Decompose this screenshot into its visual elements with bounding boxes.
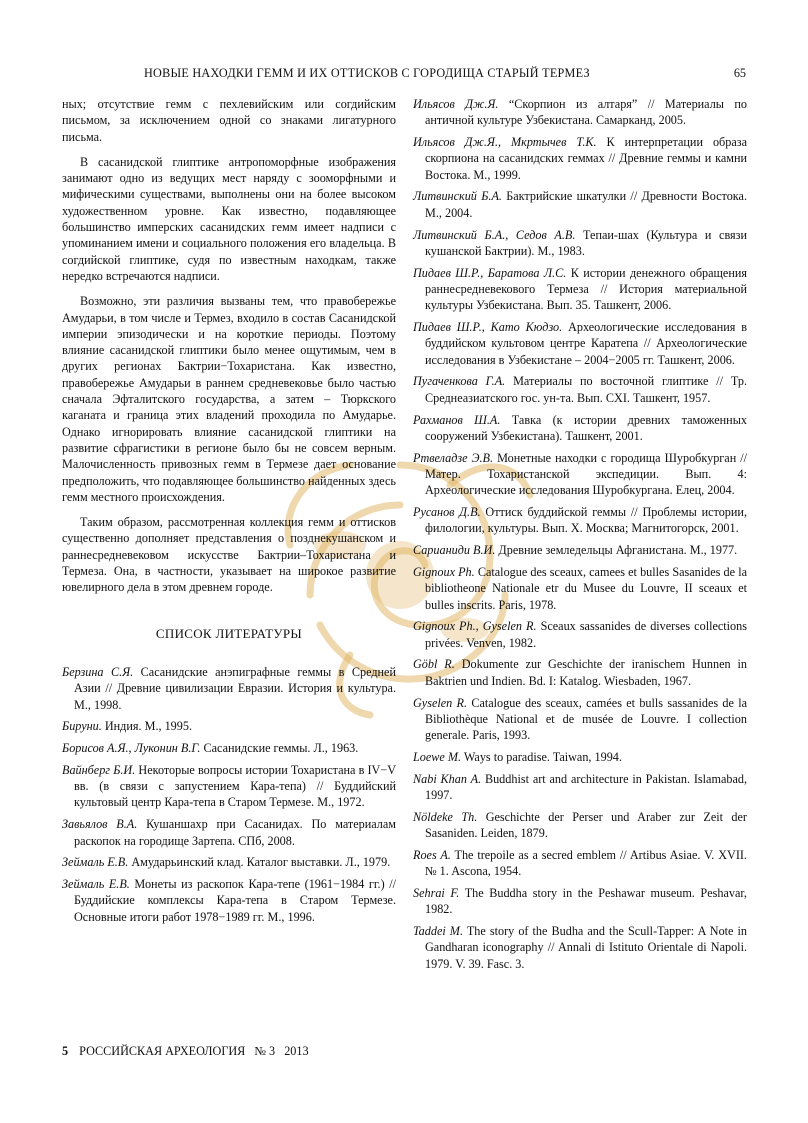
reference-text: The Buddha story in the Peshawar museum. Peshavar, 1982. [425,885,747,917]
reference-item [62,718,396,734]
reference-text: Некоторые вопросы истории Тохаристана в IV−V вв. (в связи с запустением Кара-тепа) // Буддийский культовый центр Кара-тепа в Старом Термезе. М., 1972. [74,762,396,810]
reference-item [413,618,747,651]
reference-author: Литвинский Б.А., Седов А.В. [413,227,576,242]
reference-list [62,664,396,925]
reference-author: Nabi Khan A. [413,771,482,786]
reference-text: Оттиск буддийской геммы // Проблемы истории, филологии, культуры. Вып. X. Москва; Магнитогорск, 2001. [425,505,747,536]
reference-text: The trepoile as a secred emblem // Artibus Asiae. V. XVII. № 1. Ascona, 1954. [425,847,747,879]
reference-text: Тавка (к истории древних таможенных сооружений Узбекистана). Ташкент, 2001. [425,412,747,443]
reference-item [413,809,747,842]
reference-item [413,749,747,765]
reference-item [413,319,747,368]
reference-text: Древние земледельцы Афганистана. М., 1977. [495,543,738,558]
journal-name: РОССИЙСКАЯ АРХЕОЛОГИЯ [79,1044,246,1058]
reference-item [413,227,747,260]
reference-text: Ways to paradise. Taiwan, 1994. [461,749,622,764]
reference-author: Зеймаль Е.В. [62,877,130,892]
reference-item [413,96,747,129]
reference-item [413,695,747,744]
reference-text: “Скорпион из алтаря” // Материалы по античной культуре Узбекистана. Самарканд, 2005. [425,97,748,128]
reference-item [62,664,396,713]
reference-text: Catalogue des sceaux, camees et bulles Sasanides de la bibliotheone Nationale etr du Musee du Louvre, II sceaux et bulles inscrits. Paris, 1978. [425,564,747,612]
reference-text: К интерпретации образа скорпиона на сасанидских геммах // Древние геммы и камни Востока. М., 1999. [425,135,747,182]
reference-item [413,450,747,499]
reference-author: Nöldeke Th. [413,809,478,824]
reference-item [62,740,396,756]
reference-item [413,504,747,537]
reference-author: Пугаченкова Г.А. [413,374,506,389]
reference-text: Buddhist art and architecture in Pakistan. Islamabad, 1997. [425,771,747,802]
reference-author: Ильясов Дж.Я., Мкртычев Т.К. [413,135,597,150]
reference-item [413,885,747,918]
body-paragraph: Таким образом, рассмотренная коллекция гемм и оттисков существенно дополняет представления о позднекушанском и раннесредневековом искусстве Бактрии–Тохаристана и Термеза. Она, в частности, указывает на широкое развитие ювелирного дела в этом древнем городе. [62,515,396,595]
running-header [62,66,746,82]
reference-author: Loewe M. [413,749,462,764]
reference-text: Бактрийские шкатулки // Древности Востока. М., 2004. [425,189,747,220]
reference-author: Göbl R. [413,657,455,672]
page-footer [62,1044,315,1059]
reference-text: Сасанидские анэпиграфные геммы в Средней Азии // Древние цивилизации Евразии. История и культура. М., 1998. [74,664,396,712]
running-title: НОВЫЕ НАХОДКИ ГЕММ И ИХ ОТТИСКОВ С ГОРОДИЩА СТАРЫЙ ТЕРМЕЗ [144,66,590,80]
reference-author: Литвинский Б.А. [413,189,502,204]
body-paragraph: Возможно, эти различия вызваны тем, что правобережье Амударьи, в том числе и Термез, входило в состав Сасанидской империи эпизодически и на короткие периоды. Поэтому влияние сасанидской глиптики было менее ощутимым, чем в других регионах Бактрии−Тохаристана. Как известно, правобережье Амударьи в раннем средневековье было частью сначала Эфталитского государства, а затем – Тюркского каганата и граница этих владений проходила по Амударье. Однако игнорировать влияние сасанидской глиптики на развитие сфрагистики в регионе было бы не совсем верным. Малочисленность привозных гемм в Термезе дает основание предположить, что подавляющее большинство найденных здесь гемм местного происхождения. [62,294,396,504]
issue-number: № 3 [254,1044,276,1058]
reference-text: Тепаи-шах (Культура и связи кушанской Бактрии). М., 1983. [425,227,747,258]
reference-author: Sehrai F. [413,885,460,900]
reference-text: Сасанидские геммы. Л., 1963. [200,741,359,756]
reference-author: Зеймаль Е.В. [62,855,129,870]
reference-item [413,923,747,972]
reference-text: Амударьинский клад. Каталог выставки. Л., 1979. [128,855,391,870]
reference-text: Монетные находки с городища Шуробкурган // Матер. Тохаристанской экспедиции. Вып. 4: Археологические исследования Шуробкургана. Елец, 2004. [425,450,748,498]
reference-text: Индия. М., 1995. [101,719,193,734]
reference-text: The story of the Budha and the Scull-Tapper: A Note in Gandharan iconography // Annali di Istituto Orientale di Napoli. 1979. V. 39. Fasc. 3. [425,924,748,971]
body-paragraph: В сасанидской глиптике антропоморфные изображения занимают одно из ведущих мест наряду с зооморфными и мифическими существами, выполнены они на более высоком художественном уровне. Как известно, подавляющее большинство имперских сасанидских гемм имеет надписи с упоминанием имени и социального положения его владельца. В согдийской глиптике, судя по известным находкам, также нередко встречаются надписи. [62,154,396,283]
issue-year: 2013 [284,1044,309,1058]
reference-author: Ильясов Дж.Я. [413,97,499,111]
reference-text: Catalogue des sceaux, camées et bulls sassanides de la Bibliothèque National et de musée de Louvre. I collection generale. Paris, 1993. [425,695,747,743]
reference-text: Материалы по восточной глиптике // Тр. Среднеазиатского гос. ун-та. Вып. CXI. Ташкент, 1957. [425,374,747,405]
reference-item [62,816,396,849]
reference-item [413,188,747,221]
reference-author: Taddei M. [413,924,464,939]
reference-text: Кушаншахр при Сасанидах. По материалам раскопок на городище Зартепа. СПб, 2008. [74,817,396,848]
reference-author: Борисов А.Я., Луконин В.Г. [62,741,201,756]
reference-item [62,854,396,870]
reference-item [62,876,396,925]
references-heading: СПИСОК ЛИТЕРАТУРЫ [155,625,303,641]
right-column [413,96,747,977]
reference-author: Бируни. [62,719,102,734]
reference-text: К истории денежного обращения раннесредневекового Термеза // История материальной культуры Узбекистана. Вып. 35. Ташкент, 2006. [425,265,747,313]
reference-item [413,564,747,613]
reference-item [413,373,747,406]
reference-item [413,134,747,183]
body-paragraph: ных; отсутствие гемм с пехлевийским или согдийским письмом, за исключением одной со знаками лигатурного письма. [62,97,396,144]
reference-item [413,412,747,445]
reference-author: Ртвеладзе Э.В. [413,450,494,465]
reference-author: Roes A. [413,847,451,862]
reference-item [413,771,747,804]
reference-text: Sceaux sassanides de diverses collections privées. Venven, 1982. [425,619,747,650]
reference-author: Gyselen R. [413,695,468,710]
reference-author: Вайнберг Б.И. [62,762,136,777]
reference-item [413,847,747,880]
reference-author: Рахманов Ш.А. [413,412,501,427]
reference-author: Завьялов В.А. [62,817,138,832]
reference-text: Dokumente zur Geschichte der iranischem Hunnen in Baktrien und Indien. Bd. I: Katalog. Wiesbaden, 1967. [425,657,747,688]
reference-item [413,542,747,558]
reference-author: Пидаев Ш.Р., Баратова Л.С. [413,265,567,280]
reference-author: Сарианиди В.И. [413,543,496,558]
reference-text: Geschichte der Perser und Araber zur Zeit der Sasaniden. Leiden, 1879. [425,809,747,841]
reference-author: Gignoux Ph., Gyselen R. [413,619,537,634]
reference-text: Археологические исследования в буддийском культовом центре Каратепа // Археологические исследования в Узбекистане – 2004−2005 гг. Ташкент, 2006. [425,320,747,367]
reference-text: Монеты из раскопок Кара-тепе (1961−1984 гг.) // Буддийские комплексы Кара-тепа в Старом Термезе. Основные итоги работ 1978−1989 гг. М., 1996. [74,877,396,924]
sheet-number: 5 [62,1044,69,1058]
page-number: 65 [733,66,746,80]
reference-item [62,762,396,811]
reference-author: Gignoux Ph. [413,564,475,579]
reference-item [413,265,747,314]
reference-item [413,656,747,689]
left-column [62,96,396,931]
reference-author: Русанов Д.В. [413,505,481,520]
reference-author: Пидаев Ш.Р., Като Кюдзо. [413,320,563,335]
reference-author: Берзина С.Я. [62,664,134,679]
